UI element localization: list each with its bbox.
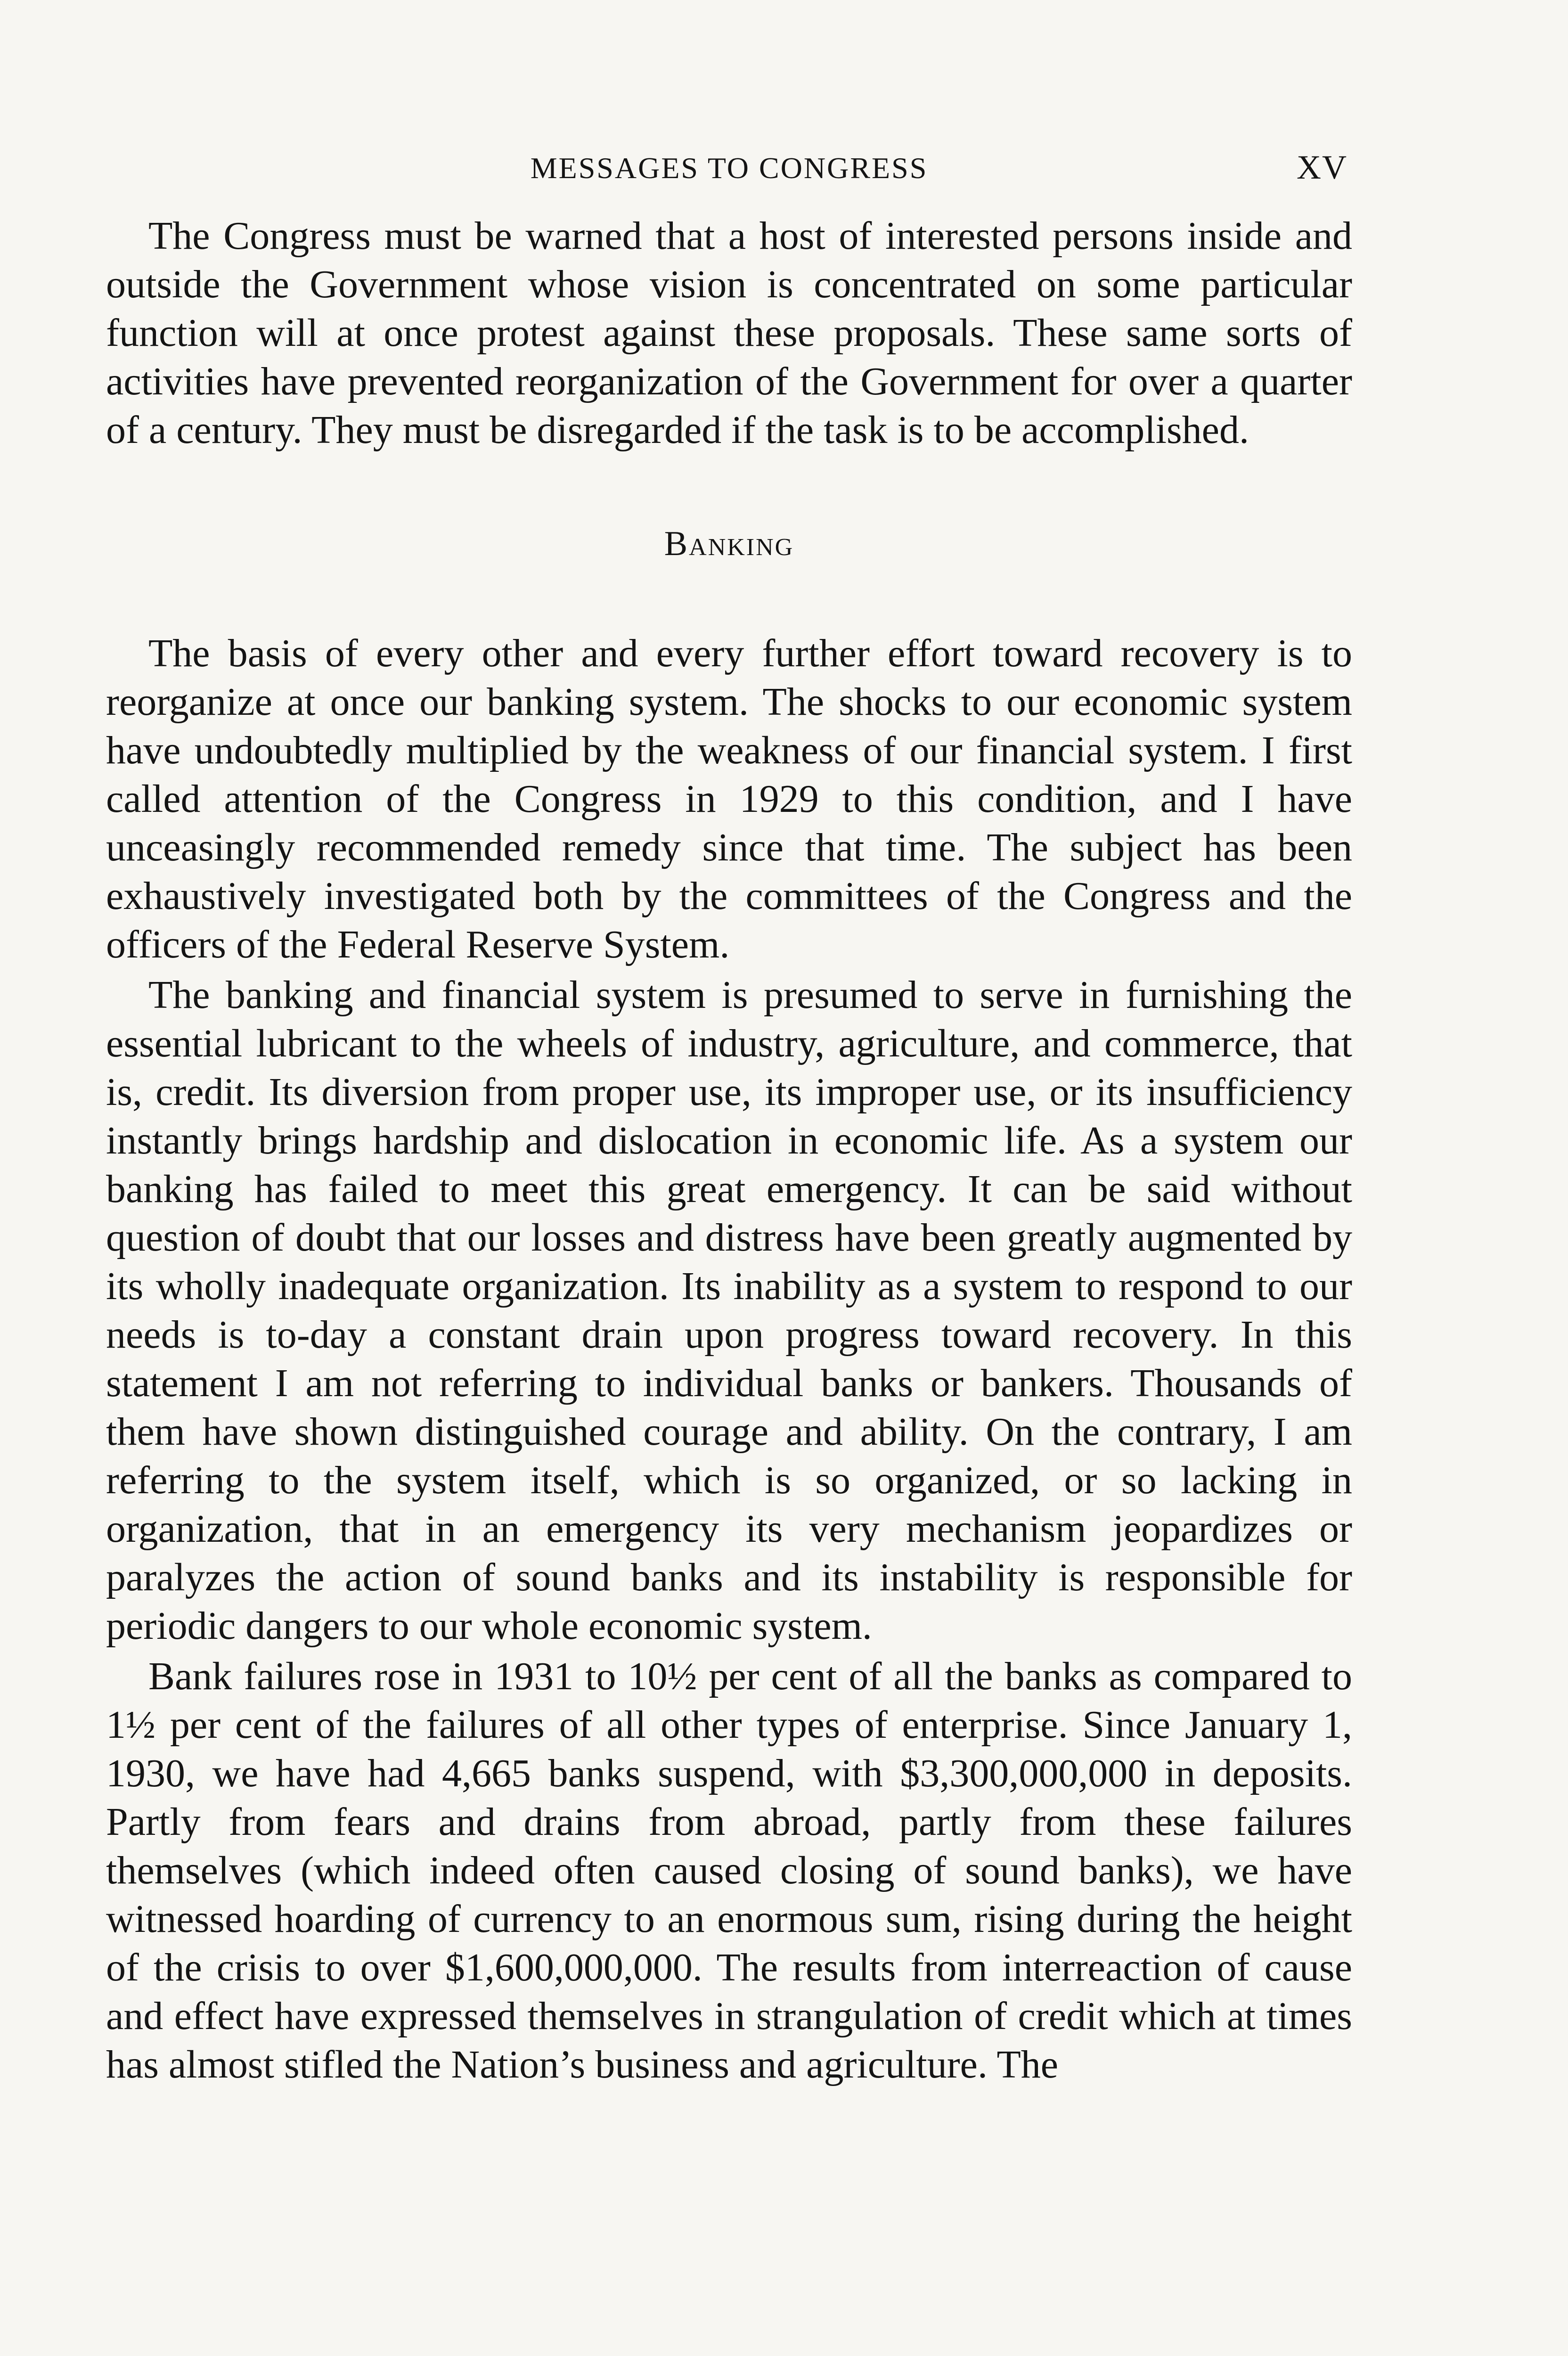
- section-heading-banking: Banking: [664, 524, 794, 563]
- paragraph-banking-2: The banking and financial system is presumed to serve in furnishing the essential lubricant to the wheels of industry, agriculture, and commerce, that is, credit. Its diversion from proper use, its improper use, or its insufficiency instantly brings hardship and dislocation in economic life. As a system our banking has failed to meet this great emergency. It can be said without question of doubt that our losses and distress have been greatly augmented by its wholly inadequate organization. Its inability as a system to respond to our needs is to-day a constant drain upon progress toward recovery. In this statement I am not referring to individual banks or bankers. Thousands of them have shown distinguished courage and ability. On the contrary, I am referring to the system itself, which is so organized, or so lacking in organization, that in an emergency its very mechanism jeopardizes or paralyzes the action of sound banks and its instability is responsible for periodic dangers to our whole economic system.: [106, 973, 1352, 1648]
- page-number: XV: [1297, 148, 1348, 186]
- paragraph-banking-1: The basis of every other and every further effort toward recovery is to reorganize at once our banking system. The shocks to our economic system have undoubtedly multiplied by the weakness of our financial system. I first called attention of the Congress in 1929 to this condition, and I have unceasingly recommended remedy since that time. The subject has been exhaustively investigated both by the committees of the Congress and the officers of the Federal Reserve System.: [106, 631, 1352, 966]
- running-title: MESSAGES TO CONGRESS: [530, 151, 928, 185]
- paragraph-banking-3: Bank failures rose in 1931 to 10½ per cent of all the banks as compared to 1½ per cent of the failures of all other types of enterprise. Since January 1, 1930, we have had 4,665 banks suspend, with $3,300,000,000 in deposits. Partly from fears and drains from abroad, partly from these failures themselves (which indeed often caused closing of sound banks), we have witnessed hoarding of currency to an enormous sum, rising during the height of the crisis to over $1,600,000,000. The results from interreaction of cause and effect have expressed themselves in strangulation of credit which at times has almost stifled the Nation’s business and agriculture. The: [106, 1654, 1352, 2086]
- running-header: [106, 141, 1352, 186]
- paragraph-warning: The Congress must be warned that a host of interested persons inside and outside the Government whose vision is concentrated on some particular function will at once protest against these proposals. These same sorts of activities have prevented reorganization of the Government for over a quarter of a century. They must be disregarded if the task is to be accomplished.: [106, 214, 1352, 452]
- document-page: [106, 141, 1352, 2089]
